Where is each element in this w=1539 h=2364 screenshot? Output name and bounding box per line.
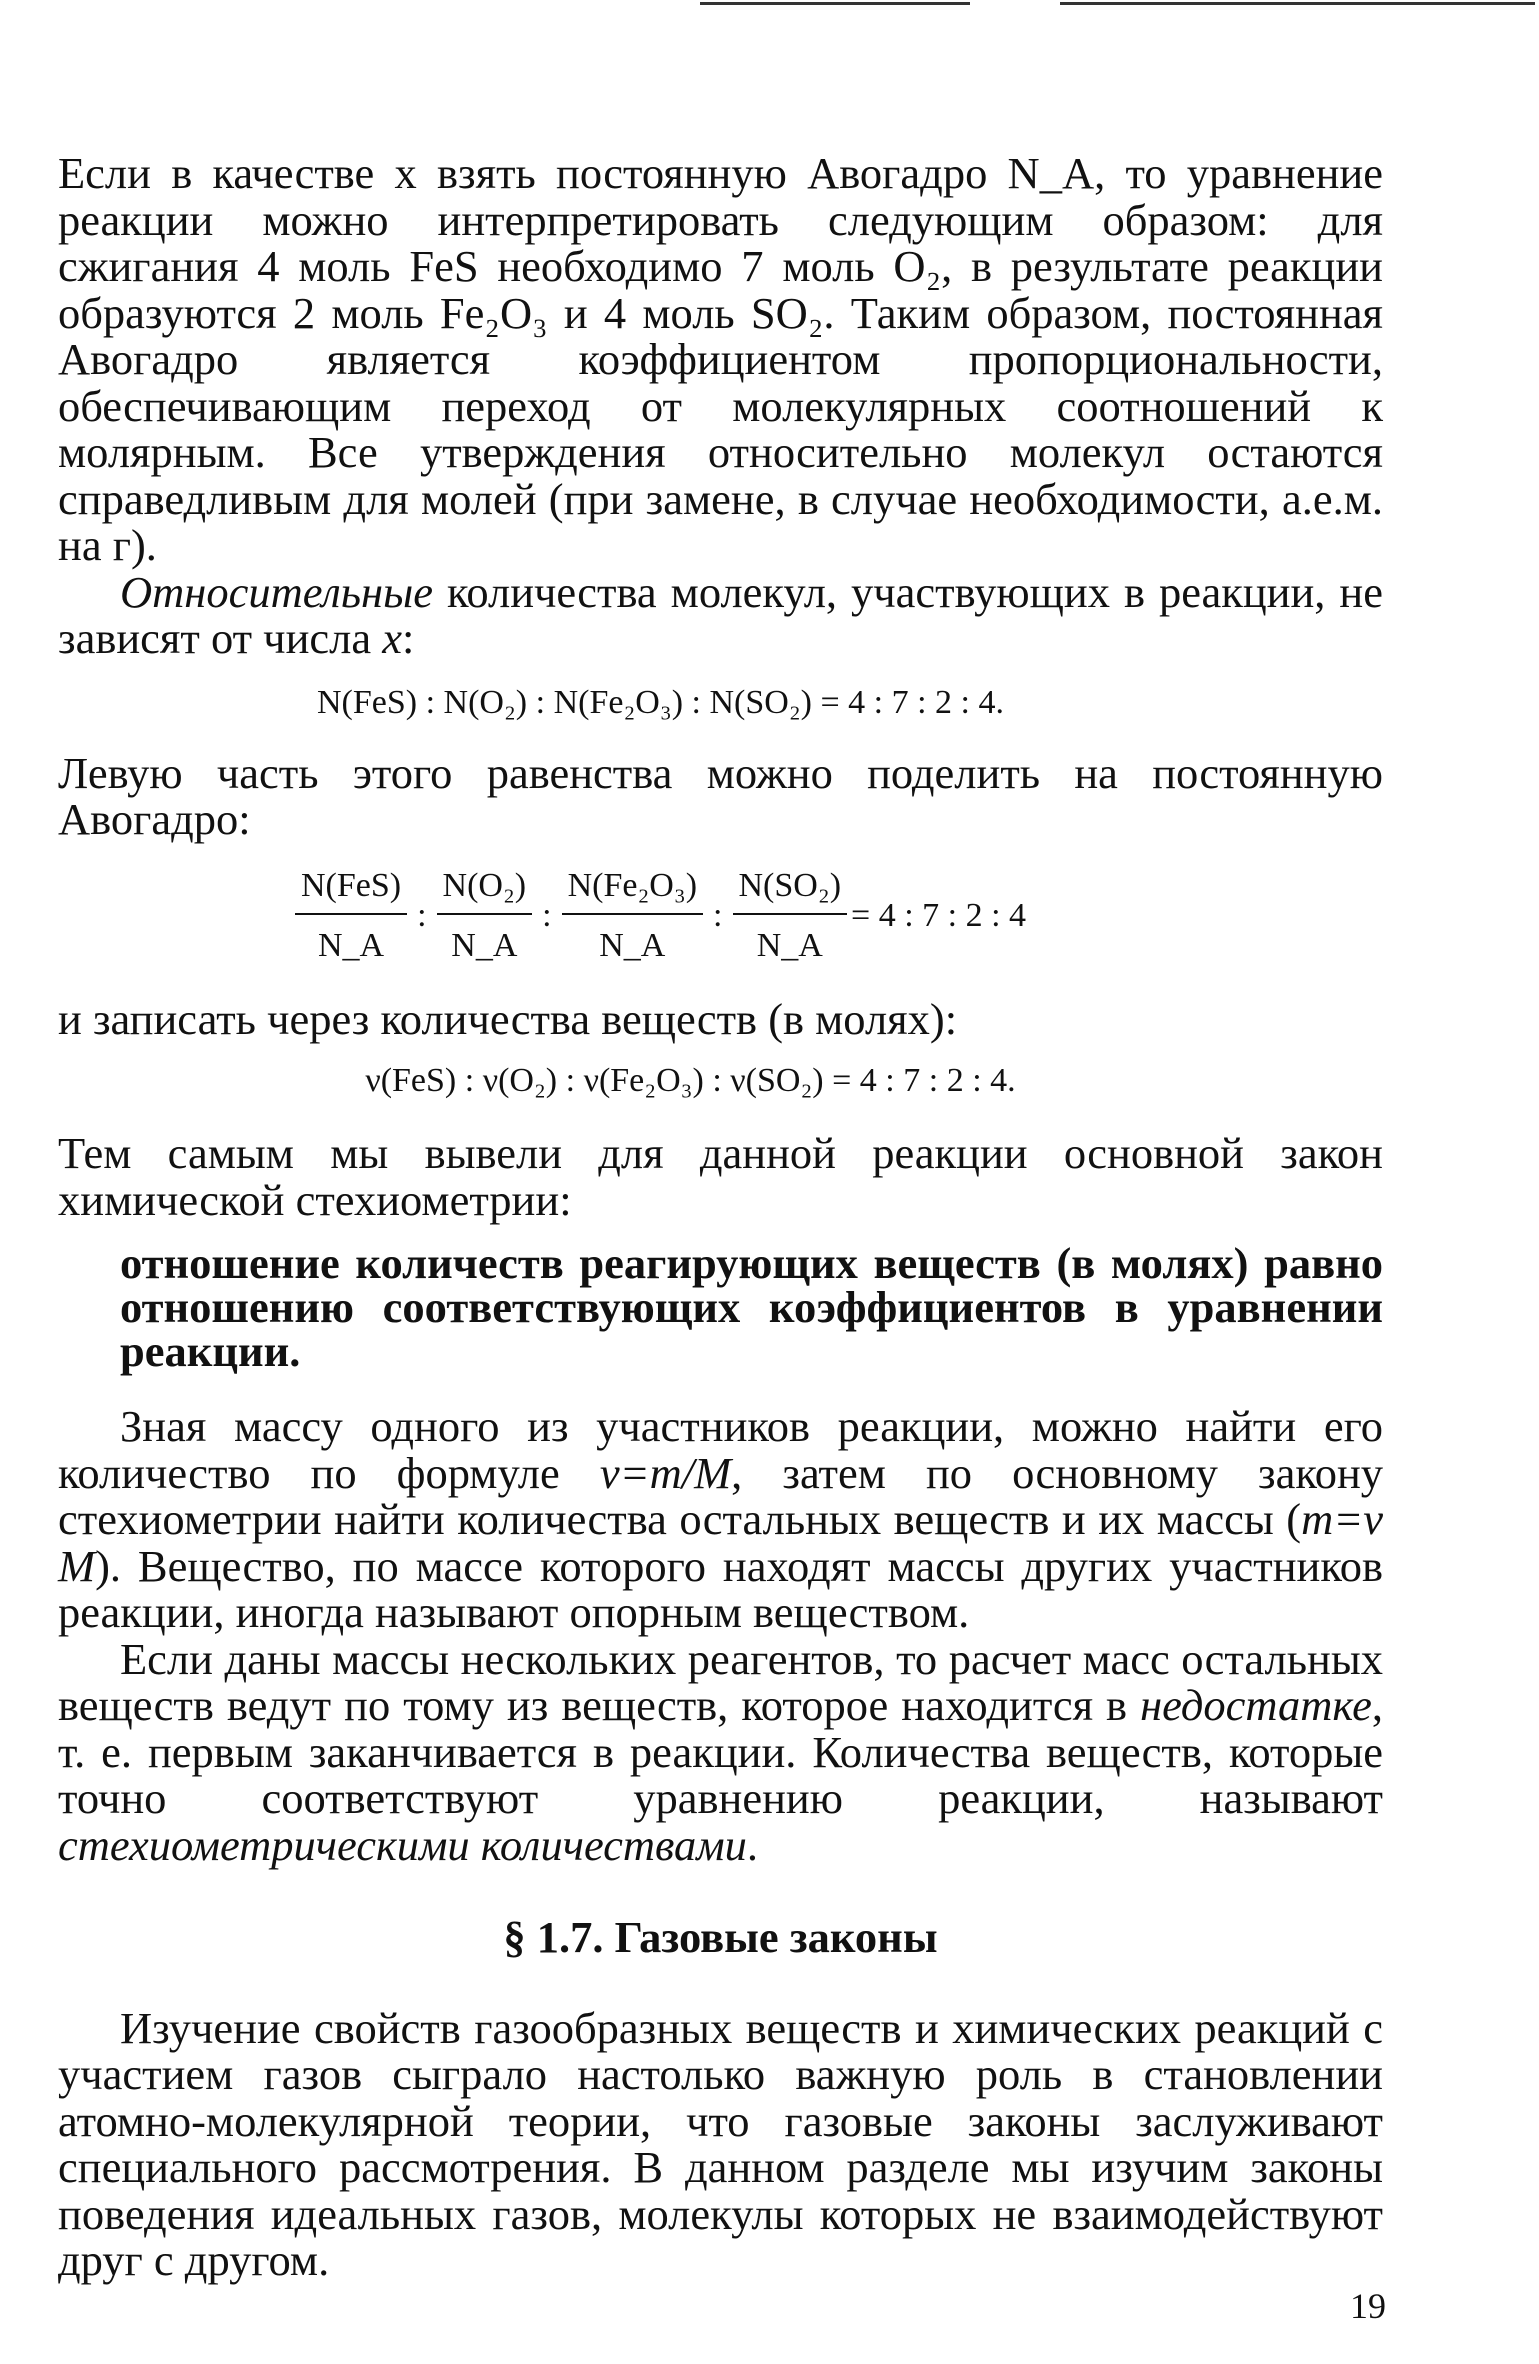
- stoichiometry-law-statement: отношение количеств реагирующих веществ (в молях) равно отношению соответствующих коэффициентов в уравнении реакции.: [120, 1238, 1383, 1376]
- page-number: 19: [1350, 2286, 1386, 2326]
- paragraph-relative-quantities: Относительные количества молекул, участвующих в реакции, не зависят от числа x:: [58, 566, 1383, 663]
- equation-molecule-ratio: N(FeS) : N(O₂) : N(Fe₂O₃) : N(SO₂) = 4 : 7 : 2 : 4.: [316, 683, 1005, 721]
- fraction-equation-rhs: = 4 : 7 : 2 : 4: [851, 896, 1027, 934]
- paragraph-gas-laws-intro: Изучение свойств газообразных веществ и химических реакций с участием газов сыграло настолько важную роль в становлении атомно-молекулярной теории, что газовые законы заслуживают специального рассмотрения. В данном разделе мы изучим законы поведения идеальных газов, молекулы которых не взаимодействуют друг с другом.: [58, 2002, 1383, 2285]
- equation-mole-ratio: ν(FeS) : ν(O₂) : ν(Fe₂O₃) : ν(SO₂) = 4 : 7 : 2 : 4.: [365, 1062, 1016, 1099]
- fraction-o2: $\frac{\text{N(O₂)}}{N\_A}$: [437, 863, 533, 970]
- section-heading: § 1.7. Газовые законы: [503, 1912, 938, 1962]
- paragraph-stoichiometry-law-intro: Тем самым мы вывели для данной реакции основной закон химической стехиометрии:: [58, 1128, 1383, 1225]
- paragraph-limiting-reagent: Если даны массы нескольких реагентов, то расчет масс остальных веществ ведут по тому из веществ, которое находится в недостатке, т. е. первым заканчивается в реакции. Количества веществ, которые точно соответствуют уравнению реакции, называют стехиометрическими количествами.: [58, 1633, 1383, 1870]
- equation-fraction-ratio: $\frac{\text{N(FeS)}}{N\_A}$ : $\frac{\text{N(O₂)}}{N\_A}$ : $\frac{\text{N(Fe₂O₃)}}{N\_A}$ : $\frac{\text{N(SO₂)}}{N\_A}$ = 4 : 7 : 2 : 4: [58, 863, 1383, 970]
- paragraph-write-moles: и записать через количества веществ (в молях):: [58, 993, 958, 1044]
- top-rule-right: [1060, 2, 1535, 5]
- emphasis-relative: Относительные: [120, 566, 433, 617]
- fraction-fes: $\frac{\text{N(FeS)}}{N\_A}$: [295, 863, 407, 970]
- fraction-so2: $\frac{\text{N(SO₂)}}{N\_A}$: [733, 863, 848, 970]
- fraction-fe2o3: $\frac{\text{N(Fe₂O₃)}}{N\_A}$: [562, 863, 703, 970]
- page-content: [58, 150, 1383, 2284]
- emphasis-deficiency: недостатке: [1140, 1680, 1372, 1730]
- paragraph-divide-avogadro: Левую часть этого равенства можно поделить на постоянную Авогадро:: [58, 747, 1383, 844]
- paragraph-mass-calculation: Зная массу одного из участников реакции, можно найти его количество по формуле ν=m/M, затем по основному закону стехиометрии найти количества остальных веществ и их массы (m=ν M). Вещество, по массе которого находят массы других участников реакции, иногда называют опорным веществом.: [58, 1401, 1384, 1637]
- top-rule-left: [700, 2, 970, 5]
- paragraph-avogadro-interpretation: Если в качестве x взять постоянную Авогадро N_A, то уравнение реакции можно интерпретировать следующим образом: для сжигания 4 моль FeS необходимо 7 моль O₂, в результате реакции образуются 2 моль Fe₂O₃ и 4 моль SO₂. Таким образом, постоянная Авогадро является коэффициентом пропорциональности, обеспечивающим переход от молекулярных соотношений к молярным. Все утверждения относительно молекул остаются справедливым для молей (при замене, в случае необходимости, а.е.м. на г).: [58, 148, 1383, 570]
- emphasis-stoichiometric-quantities: стехиометрическими количествами: [58, 1819, 747, 1870]
